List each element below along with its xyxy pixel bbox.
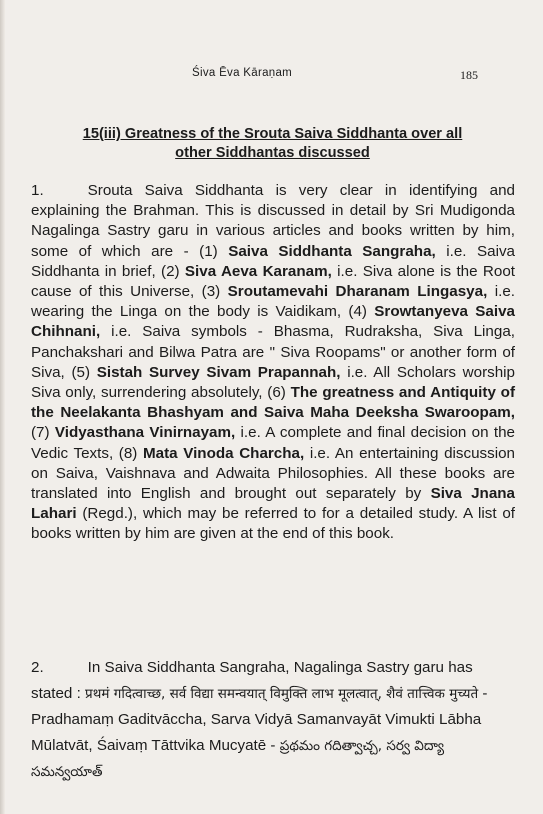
text-run: (Regd.), which may be referred to for a detailed study. A list of books written by him are given at the end of this book.: [31, 505, 515, 543]
book-title: Srowtanyeva Saiva Chihnani,: [31, 303, 515, 341]
text-run: i.e. Siva alone is the Root cause of this Universe, (3): [31, 262, 515, 301]
running-header: Śiva Ēva Kāraṇam: [192, 67, 293, 79]
paragraph-1: [31, 181, 515, 545]
section-heading-line-2: other Siddhantas discussed: [175, 145, 370, 161]
text-run: i.e. A complete and final decision on the Vedic Texts, (8): [31, 424, 515, 462]
book-title: Sistah Survey Sivam Prapannah,: [96, 363, 341, 381]
publisher-name: Siva Jnana Lahari: [31, 485, 516, 523]
text-run: i.e. Saiva symbols - Bhasma, Rudraksha, Siva Linga, Panchakshari and Bilwa Patra are " Siva Roopams" or another form of Siva, (5): [31, 323, 515, 381]
text-run: i.e. All Scholars worship Siva only, surrendering absolutely, (6): [31, 363, 515, 402]
section-heading-line-1: 15(iii) Greatness of the Srouta Saiva Siddhanta over all: [82, 126, 463, 142]
book-title: Saiva Siddhanta Sangraha,: [228, 242, 436, 260]
text-run: (7): [31, 424, 55, 442]
page-number: 185: [460, 68, 478, 82]
page-edge: [0, 0, 5, 814]
telugu-verse: ప్రథమం గదిత్వాచ్చ, సర్వ విద్యా సమన్వయాత్: [31, 737, 445, 781]
section-heading: [30, 125, 515, 163]
text-run: In Saiva Siddhanta Sangraha, Nagalinga Sastry garu has stated :: [31, 659, 473, 702]
paragraph-number: 1.: [31, 182, 44, 199]
paragraph-number: 2.: [31, 659, 44, 676]
book-title: Sroutamevahi Dharanam Lingasya,: [227, 283, 488, 301]
text-run: Srouta Saiva Siddhanta is very clear in identifying and explaining the Brahman. This is discussed in detail by Sri Mudigonda Nagalinga Sastry garu in various articles and books written by him, some of which are - (1): [31, 182, 515, 260]
paragraph-2: [31, 655, 515, 786]
book-title: Mata Vinoda Charcha,: [143, 444, 305, 462]
text-run: i.e. An entertaining discussion on Saiva, Vaishnava and Adwaita Philosophies. All these books are translated into English and brought out separately by: [31, 444, 515, 503]
book-title: Vidyasthana Vinirnayam,: [54, 424, 236, 442]
text-run: i.e. wearing the Linga on the body is Vaidikam, (4): [31, 283, 515, 321]
book-title: The greatness and Antiquity of the Neelakanta Bhashyam and Saiva Maha Deeksha Swaroopam,: [31, 384, 515, 422]
transliteration: - Pradhamaṃ Gaditvāccha, Sarva Vidyā Samanvayāt Vimukti Lābha Mūlatvāt, Śaivaṃ Tāttvika Mucyatē -: [31, 684, 488, 754]
book-title: Siva Aeva Karanam,: [184, 262, 332, 280]
text-run: i.e. Saiva Siddhanta in brief, (2): [31, 242, 515, 280]
sanskrit-verse: प्रथमं गदित्वाच्छ, सर्व विद्या समन्वयात् विमुक्ति लाभ मूलत्वात्, शैवं तात्त्विक मुच्यते: [85, 685, 479, 702]
